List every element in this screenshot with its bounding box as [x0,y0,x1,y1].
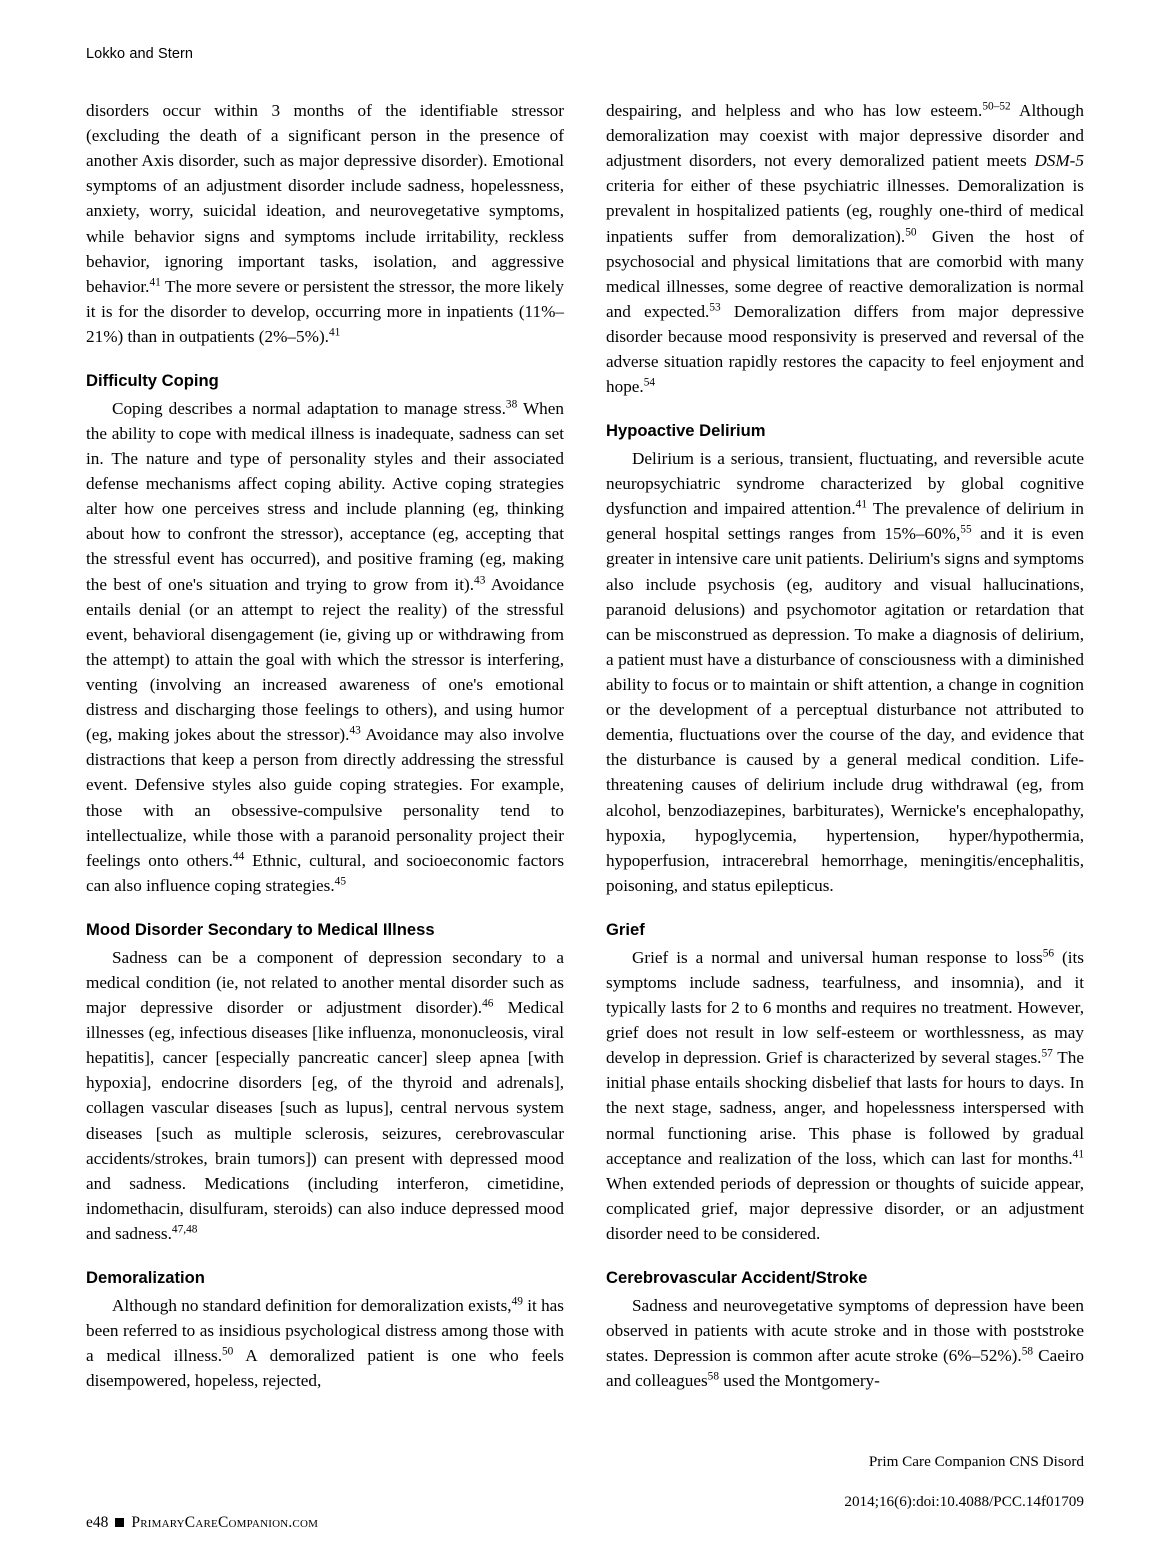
section-heading-demoralization: Demoralization [86,1268,205,1288]
section-body-mood-disorder-secondary: Sadness can be a component of depression secondary to a medical condition (ie, not related to another mental disorder such as major depressive disorder or adjustment disorder).$^{46}$ Medical illnesses (eg, infectious diseases [like influenza, mononucleosis, viral hepatitis], cancer [especially pancreatic cancer] sleep apnea [with hypoxia], endocrine disorders [eg, of the thyroid and adrenals], collagen vascular diseases [such as lupus], central nervous system diseases [such as multiple sclerosis, seizures, cerebrovascular accidents/strokes, brain tumors]) can present with depressed mood and sadness. Medications (including interferon, cimetidine, indomethacin, disulfuram, steroids) can also induce depressed mood and sadness.$^{47,48}$ [86,947,564,1243]
right-column [606,98,1084,1393]
journal-website[interactable]: PrimaryCareCompanion.com [131,1514,319,1531]
footer-right [844,1432,1084,1532]
section-heading-grief: Grief [606,920,645,940]
section-body-demoralization: Although no standard definition for demoralization exists,$^{49}$ it has been referred to as insidious psychological distress among those with a medical illness.$^{50}$ A demoralized patient is one who feels disempowered, hopeless, rejected, [86,1295,564,1391]
section-body-cerebrovascular-accident-stroke: Sadness and neurovegetative symptoms of depression have been observed in patients with acute stroke and in those with poststroke states. Depression is common after acute stroke (6%–52%).$^{58}$ Caeiro and colleagues$^{58}$ used the Montgomery- [606,1295,1084,1391]
page-footer [86,1432,1084,1532]
journal-citation: 2014;16(6):doi:10.4088/PCC.14f01709 [844,1492,1084,1510]
section-heading-mood-disorder-secondary: Mood Disorder Secondary to Medical Illness [86,920,435,940]
running-head: Lokko and Stern [86,46,194,62]
section-heading-difficulty-coping: Difficulty Coping [86,371,219,391]
section-body-grief: Grief is a normal and universal human response to loss$^{56}$ (its symptoms include sadness, tearfulness, and insomnia), and it typically lasts for 2 to 6 months and requires no treatment. However, grief does not result in low self-esteem or worthlessness, as may develop in depression. Grief is characterized by several stages.$^{57}$ The initial phase entails shocking disbelief that lasts for hours to days. In the next stage, sadness, anger, and hopelessness interspersed with normal functioning arise. This phase is followed by gradual acceptance and realization of the loss, which can last for months.$^{41}$ When extended periods of depression or thoughts of suicide appear, complicated grief, major depressive disorder, or an adjustment disorder need to be considered. [606,947,1084,1243]
journal-name: Prim Care Companion CNS Disord [868,1452,1084,1470]
footer-left [86,1514,318,1532]
square-bullet-icon [115,1518,124,1527]
left-column [86,98,564,1393]
section-body-difficulty-coping: Coping describes a normal adaptation to manage stress.$^{38}$ When the ability to cope with medical illness is inadequate, sadness can set in. The nature and type of personality styles and their associated defense mechanisms affect coping ability. Active coping strategies alter how one perceives stress and include planning (eg, thinking about how to confront the stressor), acceptance (eg, accepting that the stressful event has occurred), and positive framing (eg, making the best of one's situation and trying to grow from it).$^{43}$ Avoidance entails denial (or an attempt to reject the reality) of the stressful event, behavioral disengagement (ie, giving up or withdrawing from the attempt) to attain the goal with which the stressor is interfering, venting (involving an increased awareness of one's emotional distress and discharging those feelings to others), and using humor (eg, making jokes about the stressor).$^{43}$ Avoidance may also involve distractions that keep a person from directly addressing the stressful event. Defensive styles also guide coping strategies. For example, those with an obsessive-compulsive personality tend to intellectualize, while those with a paranoid personality project their feelings onto others.$^{44}$ Ethnic, cultural, and socioeconomic factors can also influence coping strategies.$^{45}$ [86,398,565,895]
section-body-hypoactive-delirium: Delirium is a serious, transient, fluctuating, and reversible acute neuropsychiatric syndrome characterized by global cognitive dysfunction and impaired attention.$^{41}$ The prevalence of delirium in general hospital settings ranges from 15%–60%,$^{55}$ and it is even greater in intensive care unit patients. Delirium's signs and symptoms also include psychosis (eg, auditory and visual hallucinations, paranoid delusions) and psychomotor agitation or retardation that can be misconstrued as depression. To make a diagnosis of delirium, a patient must have a disturbance of consciousness with a diminished ability to focus or to maintain or shift attention, a change in cognition or the development of a perceptual disturbance not attributed to dementia, fluctuations over the course of the day, and evidence that the disturbance is caused by a general medical condition. Life-threatening causes of delirium include drug withdrawal (eg, from alcohol, benzodiazepines, barbiturates), Wernicke's encephalopathy, hypoxia, hypoglycemia, hypertension, hyper/hypothermia, hypoperfusion, intracerebral hemorrhage, meningitis/encephalitis, poisoning, and status epilepticus. [606,449,1084,895]
section-heading-cerebrovascular-accident-stroke: Cerebrovascular Accident/Stroke [606,1268,868,1288]
page-number: e48 [86,1514,109,1531]
two-column-layout [86,98,1084,1393]
paragraph-continuation-left: disorders occur within 3 months of the identifiable stressor (excluding the death of a significant person in the presence of another Axis disorder, such as major depressive disorder). Emotional symptoms of an adjustment disorder include sadness, hopelessness, anxiety, worry, suicidal ideation, and neurovegetative symptoms, while behavior signs and symptoms include irritability, reckless behavior, ignoring important tasks, isolation, and aggressive behavior.$^{41}$ The more severe or persistent the stressor, the more likely it is for the disorder to develop, occurring more in inpatients (11%–21%) than in outpatients (2%–5%).$^{41}$ [86,101,564,346]
paragraph-continuation-right: despairing, and helpless and who has low esteem.$^{50-52}$ Although demoralization may coexist with major depressive disorder and adjustment disorders, not every demoralized patient meets DSM-5 criteria for either of these psychiatric illnesses. Demoralization is prevalent in hospitalized patients (eg, roughly one-third of medical inpatients suffer from demoralization).$^{50}$ Given the host of psychosocial and physical limitations that are comorbid with many medical illnesses, some degree of reactive demoralization is normal and expected.$^{53}$ Demoralization differs from major depressive disorder because mood responsivity is preserved and reversal of the adverse situation rapidly restores the capacity to feel enjoyment and hope.$^{54}$ [606,100,1085,397]
section-heading-hypoactive-delirium: Hypoactive Delirium [606,421,766,441]
